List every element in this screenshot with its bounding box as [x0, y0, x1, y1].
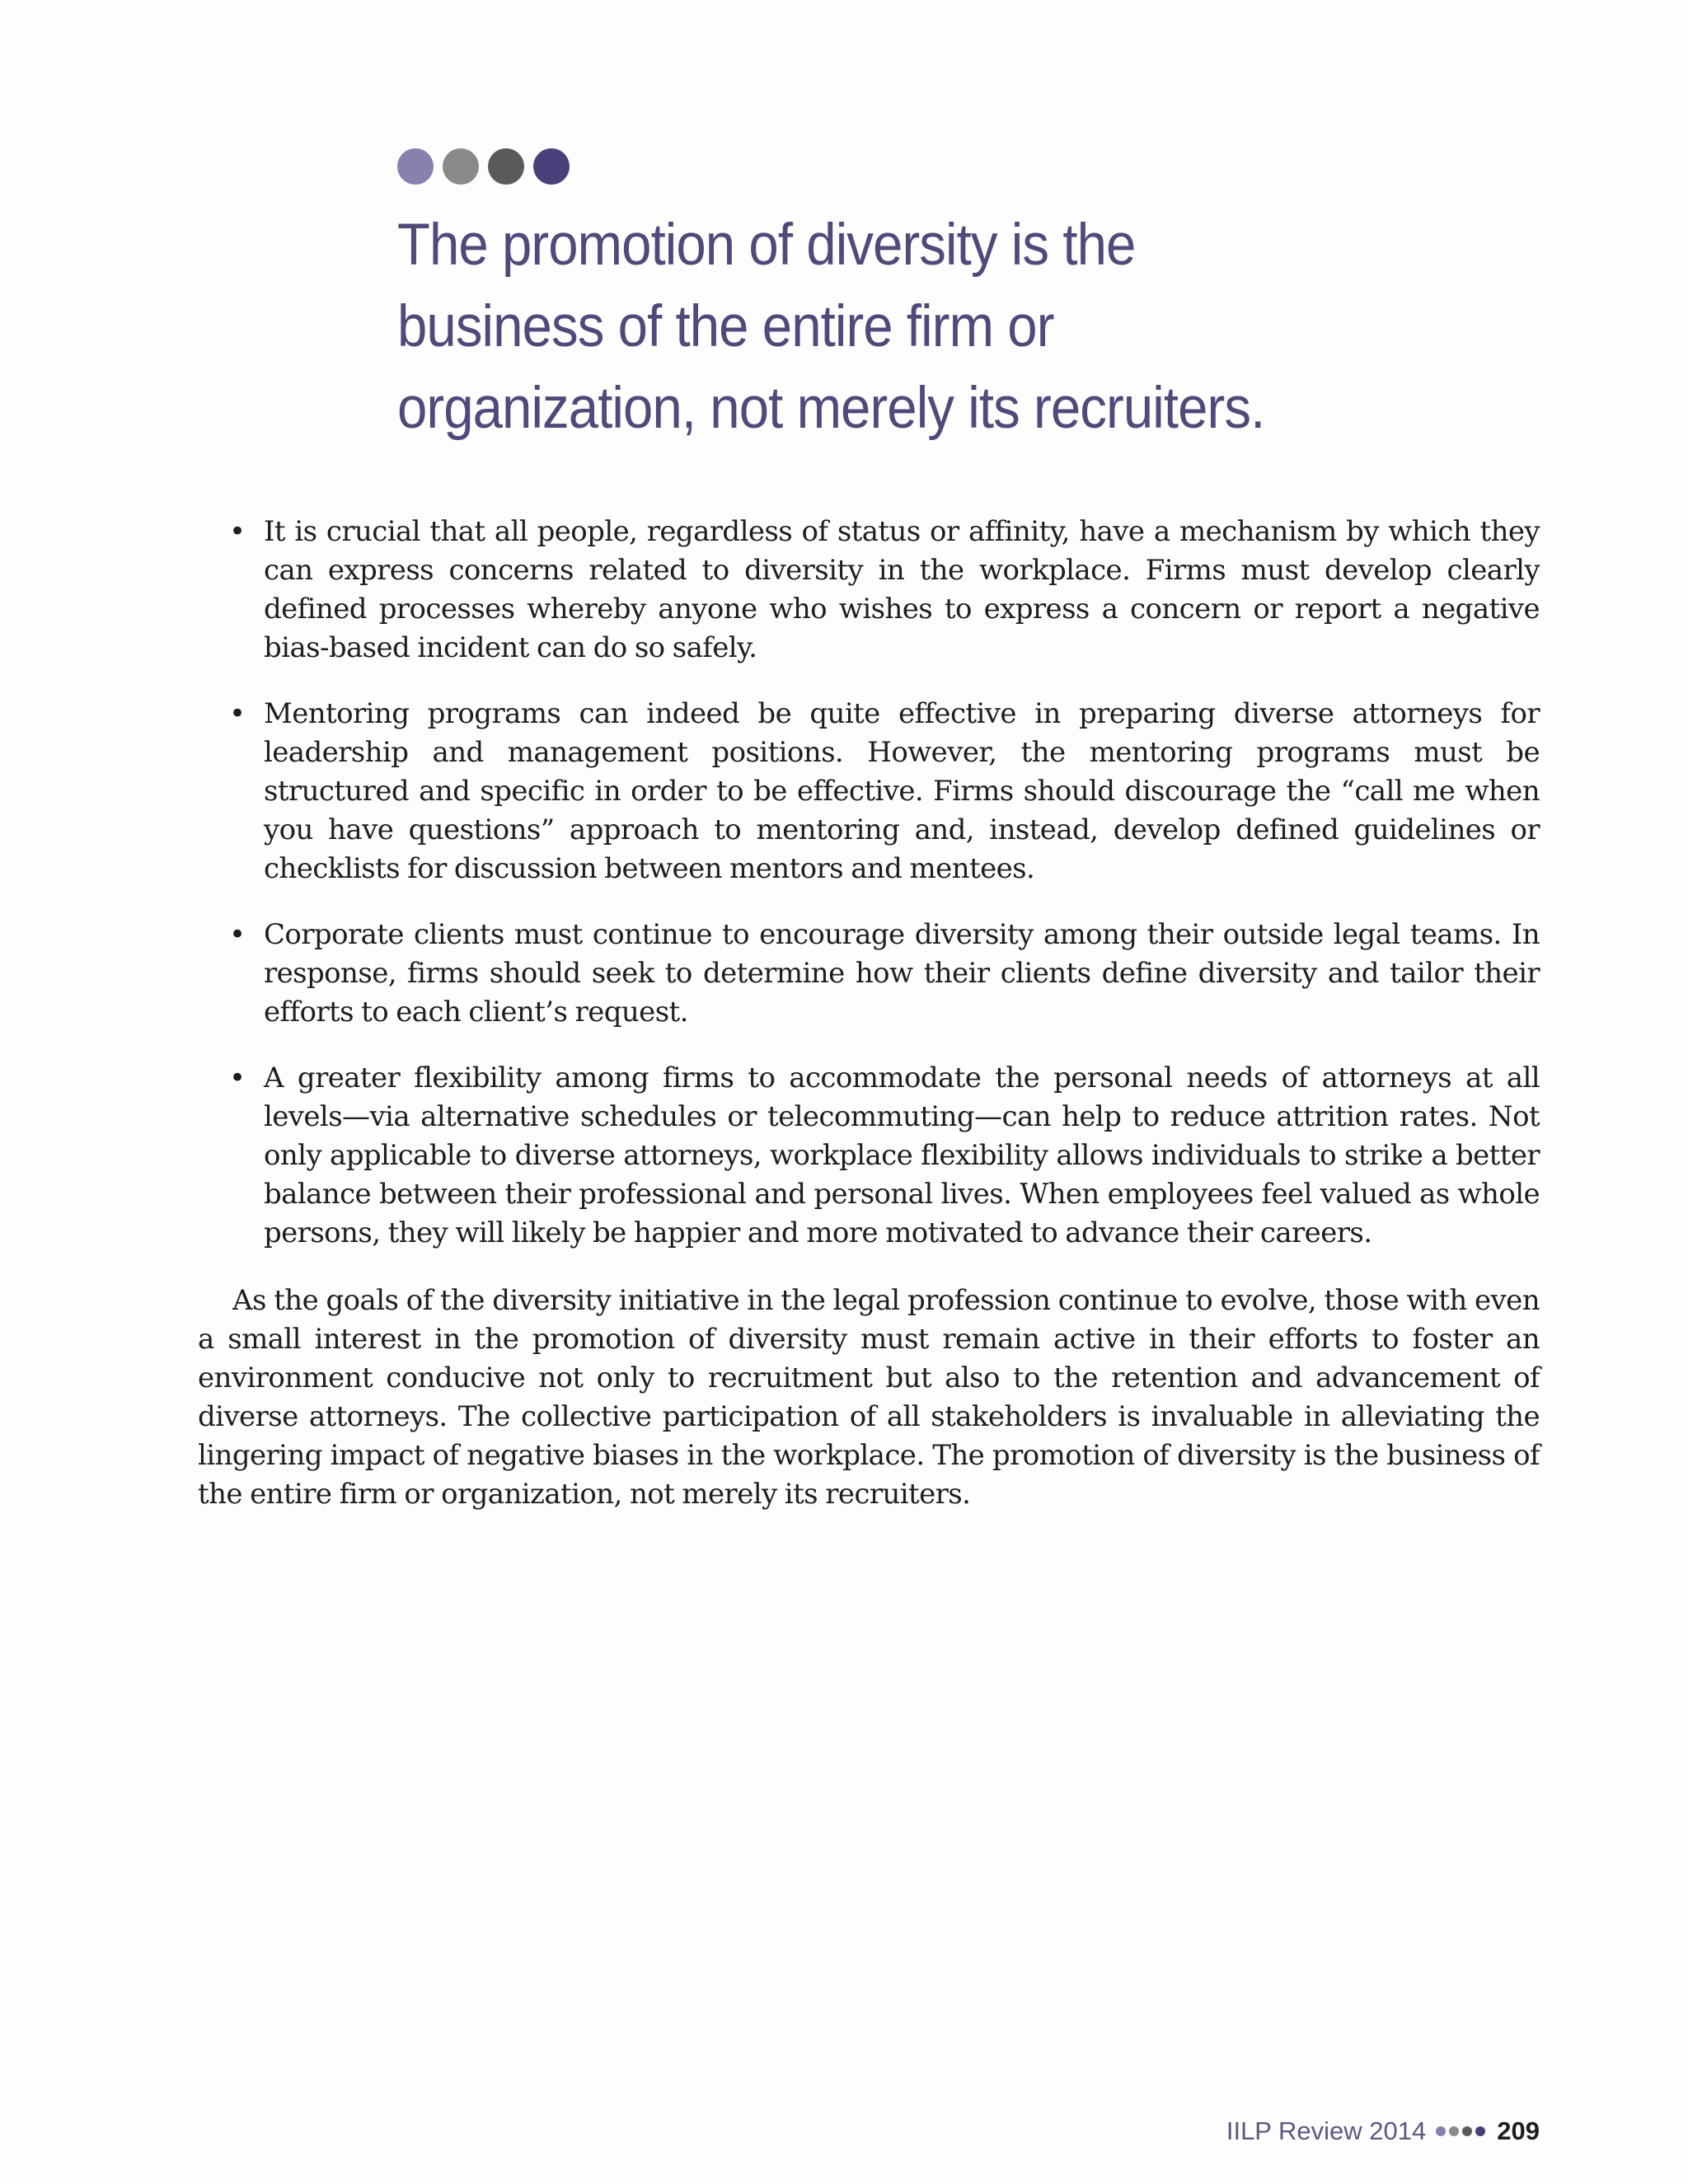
bullet-icon: • [229, 515, 246, 548]
dot-icon [1436, 2126, 1446, 2136]
dot-icon [443, 148, 479, 185]
footer-dots [1436, 2126, 1485, 2136]
dot-icon [397, 148, 434, 185]
list-item [229, 513, 1540, 668]
dot-icon [1475, 2126, 1485, 2136]
page-number: 209 [1497, 2116, 1540, 2145]
bullet-icon: • [229, 1062, 246, 1094]
dot-icon [1449, 2126, 1459, 2136]
bullet-list [229, 513, 1540, 1280]
dot-icon [488, 148, 524, 185]
page-footer [1226, 2115, 1540, 2148]
list-item [229, 695, 1540, 888]
bullet-icon: • [229, 697, 246, 730]
pull-quote: The promotion of diversity is the business of the entire firm or organization, not merely its recruiters. [397, 213, 1265, 441]
bullet-text: A greater flexibility among firms to accommodate the personal needs of attorneys at all levels—via alternative schedules or telecommuting—can help to reduce attrition rates. Not only applicable to diverse attorneys, workplace flexibility allows individuals to strike a better balance between their professional and personal lives. When employees feel valued as whole persons, they will likely be happier and more motivated to advance their careers. [264, 1062, 1540, 1249]
decorative-dots [397, 148, 570, 185]
list-item [229, 916, 1540, 1032]
dot-icon [533, 148, 570, 185]
bullet-text: Mentoring programs can indeed be quite effective in preparing diverse attorneys for leadership and management positions. However, the mentoring programs must be structured and specific in order to be effective. Firms should discourage the “call me when you have questions” approach to mentoring and, instead, develop defined guidelines or checklists for discussion between mentors and mentees. [264, 697, 1540, 885]
bullet-text: Corporate clients must continue to encourage diversity among their outside legal teams. In response, firms should seek to determine how their clients define diversity and tailor their efforts to each client’s request. [264, 918, 1540, 1029]
publication-title: IILP Review 2014 [1226, 2116, 1427, 2145]
bullet-text: It is crucial that all people, regardless of status or affinity, have a mechanism by which they can express concerns related to diversity in the workplace. Firms must develop clearly defined processes whereby anyone who wishes to express a concern or report a negative bias-based incident can do so safely. [264, 515, 1540, 664]
closing-paragraph: As the goals of the diversity initiative in the legal profession continue to evolve, those with even a small interest in the promotion of diversity must remain active in their efforts to foster an environment conducive not only to recruitment but also to the retention and advancement of diverse attorneys. The collective participation of all stakeholders is invaluable in alleviating the lingering impact of negative biases in the workplace. The promotion of diversity is the business of the entire firm or organization, not merely its recruiters. [198, 1284, 1540, 1511]
list-item [229, 1059, 1540, 1253]
dot-icon [1462, 2126, 1472, 2136]
bullet-icon: • [229, 918, 246, 951]
